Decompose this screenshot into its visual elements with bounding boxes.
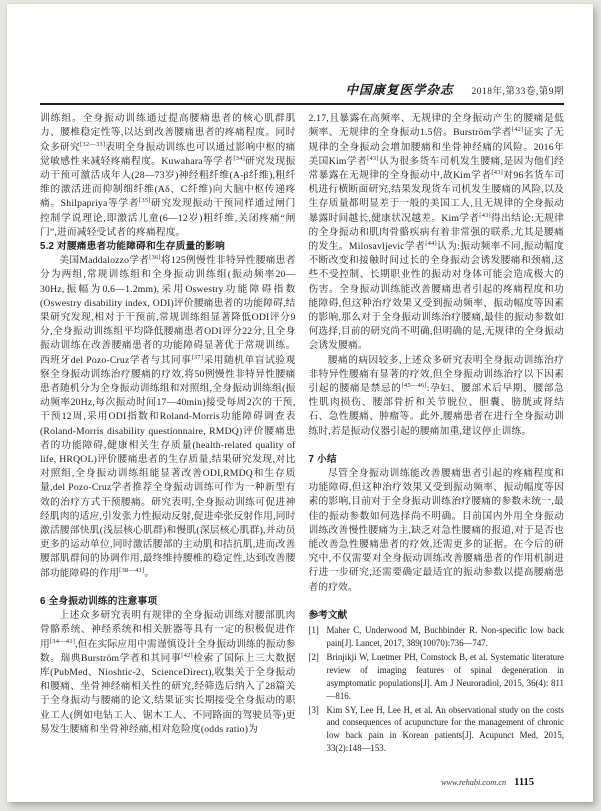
issue-info: 2018年,第33卷,第9期: [471, 87, 564, 97]
reference-label: [3]: [308, 704, 319, 715]
journal-name: 中国康复医学杂志: [345, 83, 454, 97]
page-content: [40, 4, 564, 802]
right-column: [309, 112, 565, 755]
header-rule: [40, 103, 564, 105]
reference-text: Brinjikji W, Luetmer PH, Comstock B, et al. Systematic literature review of imaging features of spinal degeneration in asymptomatic populations[J]. Am J Neuroradiol, 2015, 36(4): 811—816.: [326, 651, 564, 701]
reference-text: Kim SY, Lee H, Lee H, et al. An observational study on the costs and consequences of acupuncture for the management of chronic low back pain in Korean patients[J]. Acupunct Med, 2015, 33(2):148—153.: [326, 704, 564, 754]
body-paragraph: 训练组。全身振动训练通过提高腰痛患者的核心肌群肌力、腰椎稳定性等,以达到改善腰痛患者的疼痛程度。同时众多研究[32—33]表明全身振动训练也可以通过影响中枢的痛觉敏感性来减轻疼痛程度。Kuwahara等学者[34]研究发现振动干预可激活成年人(28—73岁)神经粗纤维(A-β纤维),粗纤维的激活进而抑制细纤维(Aδ、C纤维)向大脑中枢传递疼痛。Shilpapriya等学者[35]研究发现振动干预同样通过闸门控制学说理论,即激活儿童(6—12岁)粗纤维,关闭疼痛“闸门”,进而减轻受试者的疼痛程度。: [40, 113, 296, 238]
reference-item: [309, 651, 565, 703]
page-header: [40, 80, 564, 99]
body-paragraph: 2.17,且暴露在高频率、无规律的全身振动产生的腰痛是低频率、无规律的全身振动1.5倍。Burström学者[42]证实了无规律的全身振动会增加腰痛和坐骨神经痛的风险。2016年美国Kim学者[43]认为很多货车司机发生腰痛,是因为他们经常暴露在无规律的全身振动中,故Kim学者[43]对96名货车司机进行横断面研究,结果发现货车司机发生腰痛的风险,以及生存质量都明显差于一般的美国工人,且无规律的全身振动暴露时间越长,健康状况越差。Kim学者[43]得出结论:无规律的全身振动和肌肉骨骼疾病有着非常强的联系,尤其是腰痛的发生。Milosavljevic学者[44]认为:振动频率不同,振动幅度不断改变和接触时间过长的全身振动会诱发腰痛和颈痛,这些不受控制、长期职业性的振动对身体可能会造成极大的伤害。全身振动训练能改善腰痛患者引起的疼痛程度和功能障碍,但这种治疗效果又受到振动频率、振动幅度等因素的影响,那么对于全身振动训练治疗腰痛,最佳的振动参数如何选择,目前的研究尚不明确,但明确的是,无规律的全身振动会诱发腰痛。: [308, 113, 565, 352]
reference-item: [309, 624, 565, 650]
reference-label: [1]: [308, 625, 319, 636]
body-paragraph: 腰痛的病因较多,上述众多研究表明全身振动训练治疗非特异性腰痛有显著的疗效,但全身振动训练治疗以下因素引起的腰痛是禁忌的[45—46]:孕妇、腰部术后早期、腰部急性肌肉损伤、腰部骨折和关节脱位、胆囊、膀胱或肾结石、急性腰痛、肿瘤等。此外,腰痛患者在进行全身振动训练时,若是振动仪器引起的腰痛加重,建议停止训练。: [308, 354, 564, 437]
section-heading: 5.2 对腰痛患者功能障碍和生存质量的影响: [40, 241, 226, 253]
journal-page: [7, 4, 593, 802]
section-heading: 6 全身振动训练的注意事项: [40, 595, 158, 607]
reference-label: [2]: [308, 651, 319, 662]
reference-text: Maher C, Underwood M, Buchbinder R. Non-specific low back pain[J]. Lancet, 2017, 389(10070):736—747.: [326, 625, 564, 648]
section-heading: 7 小结: [308, 453, 337, 465]
body-paragraph: 上述众多研究表明有规律的全身振动训练对腰部肌肉骨骼系统、神经系统和相关脏器等具有一定的积极促进作用[34—41],但在实际应用中需谨慎设计全身振动训练的振动参数。瑞典Burström学者和其同事[42]检索了国际上三大数据库(PubMed、Nioshtic-2、ScienceDirect),收集关于全身振动和腰痛、坐骨神经痛相关性的研究,经筛选后纳入了28篇关于全身振动与腰痛的论文,结果证实长期接受全身振动的职业工人(例如电钻工人、锯木工人、不同路面的驾驶员等)更易发生腰痛和坐骨神经痛,相对危险度(odds ratio)为: [40, 610, 296, 735]
journal-website: www.rehabi.com.cn: [440, 778, 507, 787]
body-paragraph: 美国Maddalozzo学者[36]将125例慢性非特异性腰痛患者分为两组,常规训练组和全身振动训练组(振动频率20—30Hz,振幅为0.6—1.2mm),采用Oswestry功能障碍指数(Oswestry disability index, ODI)评价腰痛患者的功能障碍,结果研究发现,相对于干预前,常规训练组显著降低ODI评分9分,全身振动训练组平均降低腰痛患者ODI评分22分,且全身振动训练在改善腰痛患者的功能障碍显著优于常规训练。西班牙del Pozo-Cruz学者与其同事[37]采用随机单盲试验观察全身振动训练治疗腰痛的疗效,将50例慢性非特异性腰痛患者随机分为全身振动训练组和对照组,全身振动训练组(振动频率20Hz,每次振动时间17—40min)接受每周2次的干预,干预12周,采用ODI指数和Roland-Morris功能障碍调查表(Roland-Morris disability questionnaire, RMDQ)评价腰痛患者的功能障碍,健康相关生存质量(health-related quality of life, HRQOL)评价腰痛患者的生存质量,结果研究发现,对比对照组,全身振动训练组能显著改善ODI,RMDQ和生存质量,del Pozo-Cruz学者推荐全身振动训练可作为一种新型有效的治疗方式干预腰痛。研究表明,全身振动训练可促进神经肌肉的适应,引发张力性振动反射,促进牵张反射作用,同时激活腰部快肌(浅层核心肌群)和慢肌(深层核心肌群),并动员更多的运动单位,同时激活腰部的主动肌和拮抗肌,进而改善腰部肌群间的协调作用,最终维持腰椎的稳定性,达到改善腰部功能障碍的作用[38—41]。: [40, 253, 296, 579]
references-heading: 参考文献: [308, 609, 348, 621]
page-number: 1115: [514, 777, 534, 788]
body-paragraph: 尽管全身振动训练能改善腰痛患者引起的疼痛程度和功能障碍,但这种治疗效果又受到振动频率、振动幅度等因素的影响,目前对于全身振动训练治疗腰痛的参数未统一,最佳的振动参数如何选择尚不明确。目前国内外用全身振动训练改善慢性腰痛为主,缺乏对急性腰痛的报道,对于是否也能改善急性腰痛患者的疗效,还需更多的证据。在今后的研究中,不仅需要对全身振动训练改善腰痛患者的作用机制进行进一步研究,还需要确定最适宜的振动参数以提高腰痛患者的疗效。: [308, 468, 564, 593]
reference-item: [309, 704, 565, 756]
left-column: [40, 112, 296, 755]
page-footer: [441, 772, 534, 790]
article-columns: [40, 112, 564, 755]
